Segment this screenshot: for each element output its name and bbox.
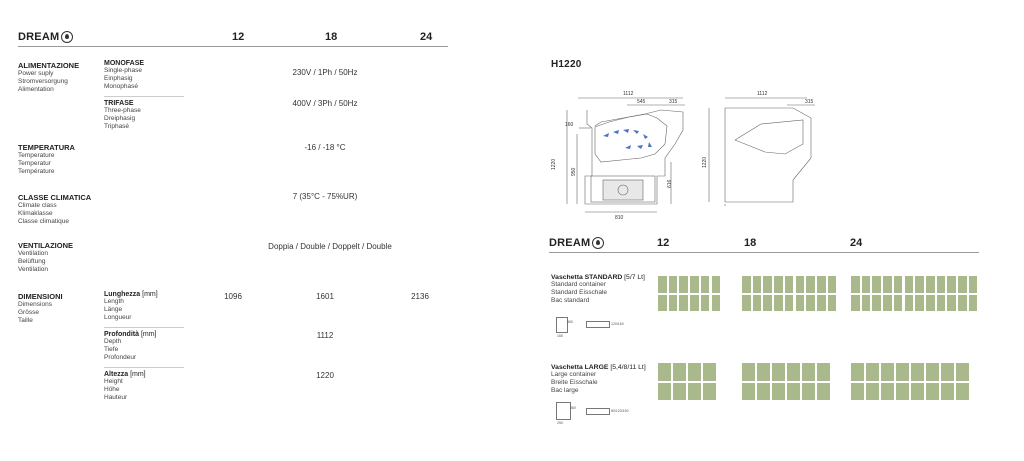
sub-line: Triphasé bbox=[104, 123, 130, 130]
standard-container-cell bbox=[827, 294, 838, 313]
standard-container-cell bbox=[752, 294, 763, 313]
standard-container-cell bbox=[711, 294, 722, 313]
unit: [mm] bbox=[140, 331, 157, 338]
unit: [5,4/8/11 Lt] bbox=[610, 364, 646, 371]
standard-container-cell bbox=[657, 275, 668, 294]
sub-title: Lunghezza bbox=[104, 291, 141, 298]
length-18: 1601 bbox=[316, 292, 334, 301]
section-sub: Alimentation bbox=[18, 86, 54, 93]
divider bbox=[104, 96, 184, 97]
section-title: TEMPERATURA bbox=[18, 143, 75, 152]
standard-container-cell bbox=[968, 294, 979, 313]
dim-label: 1220 bbox=[551, 158, 557, 170]
standard-container-cell bbox=[678, 294, 689, 313]
standard-container-cell bbox=[957, 275, 968, 294]
sub-line: Dreiphasig bbox=[104, 115, 136, 122]
standard-container-cell bbox=[925, 294, 936, 313]
dim-label: 1220 bbox=[702, 156, 708, 168]
section-title: DIMENSIONI bbox=[18, 292, 63, 301]
large-container-cell bbox=[687, 382, 702, 402]
large-container-cell bbox=[940, 382, 955, 402]
depth-block bbox=[104, 331, 157, 362]
height-value: 1220 bbox=[316, 371, 334, 380]
temperature-value: -16 / -18 °C bbox=[304, 143, 346, 152]
standard-container-cell bbox=[904, 294, 915, 313]
large-container-cell bbox=[786, 362, 801, 382]
large-container-cell bbox=[925, 382, 940, 402]
triphase-value: 400V / 3Ph / 50Hz bbox=[292, 99, 358, 108]
standard-container-cell bbox=[968, 275, 979, 294]
large-container-cell bbox=[925, 362, 940, 382]
dim-label: 360 bbox=[570, 406, 576, 410]
standard-container-cell bbox=[861, 294, 872, 313]
sub-line: Depth bbox=[104, 338, 122, 345]
monophase-value: 230V / 1Ph / 50Hz bbox=[292, 68, 358, 77]
length-24: 2136 bbox=[411, 292, 429, 301]
triphase-block bbox=[104, 100, 141, 131]
large-container-cell bbox=[672, 382, 687, 402]
container-side-view bbox=[586, 408, 610, 415]
standard-container-cell bbox=[762, 294, 773, 313]
sub-line: Einphasig bbox=[104, 75, 133, 82]
large-container-cell bbox=[955, 362, 970, 382]
dim-label: 165 bbox=[557, 334, 563, 338]
sub-title: TRIFASE bbox=[104, 100, 134, 107]
section-sub: Power suply bbox=[18, 70, 54, 77]
sub-line: Large container bbox=[551, 371, 597, 378]
standard-container-cell bbox=[946, 294, 957, 313]
length-block bbox=[104, 291, 158, 322]
section-sub: Ventilation bbox=[18, 266, 48, 273]
unit: [mm] bbox=[130, 371, 146, 378]
section-sub: Dimensions bbox=[18, 301, 52, 308]
standard-container-cell bbox=[700, 294, 711, 313]
dim-label: 545 bbox=[637, 99, 646, 105]
unit: [mm] bbox=[142, 291, 158, 298]
header-rule bbox=[549, 252, 979, 253]
ventilation-section bbox=[18, 241, 73, 274]
header-rule bbox=[18, 46, 448, 47]
col-24: 24 bbox=[850, 237, 863, 249]
container-title: Vaschetta STANDARD bbox=[551, 274, 623, 281]
standard-container-cell bbox=[741, 275, 752, 294]
container-title: Vaschetta LARGE bbox=[551, 364, 609, 371]
standard-container-cell bbox=[795, 275, 806, 294]
dimensions-section bbox=[18, 292, 63, 325]
sub-line: Bac standard bbox=[551, 297, 590, 304]
large-container-cell bbox=[865, 382, 880, 402]
brand-name: DREAM bbox=[18, 31, 60, 43]
large-container-cell bbox=[910, 362, 925, 382]
standard-container-cell bbox=[773, 275, 784, 294]
large-container-cell bbox=[741, 382, 756, 402]
large-container-cell bbox=[756, 382, 771, 402]
section-sub: Temperature bbox=[18, 152, 55, 159]
brand-logo-icon bbox=[592, 237, 604, 249]
large-container-cell bbox=[850, 382, 865, 402]
sub-title: Altezza bbox=[104, 371, 129, 378]
technical-drawing bbox=[545, 82, 835, 222]
ventilation-value: Doppia / Double / Doppelt / Double bbox=[268, 242, 392, 251]
sub-line: Three-phase bbox=[104, 107, 141, 114]
container-top-view bbox=[556, 402, 571, 420]
large-container-cell bbox=[771, 382, 786, 402]
section-sub: Belüftung bbox=[18, 258, 46, 265]
section-sub: Classe climatique bbox=[18, 218, 69, 225]
sub-line: Höhe bbox=[104, 386, 120, 393]
section-title: ALIMENTAZIONE bbox=[18, 61, 80, 70]
standard-container-cell bbox=[946, 275, 957, 294]
section-sub: Taille bbox=[18, 317, 33, 324]
dim-label: 1112 bbox=[757, 91, 768, 97]
standard-container-cell bbox=[657, 294, 668, 313]
standard-container-cell bbox=[827, 275, 838, 294]
unit: [5/7 Lt] bbox=[624, 274, 645, 281]
col-12: 12 bbox=[232, 31, 245, 43]
standard-container-cell bbox=[816, 275, 827, 294]
large-container-cell bbox=[895, 382, 910, 402]
standard-container-cell bbox=[689, 275, 700, 294]
section-sub: Stromversorgung bbox=[18, 78, 68, 85]
standard-container-cell bbox=[914, 275, 925, 294]
standard-container-cell bbox=[711, 275, 722, 294]
standard-container-cell bbox=[893, 275, 904, 294]
large-container-cell bbox=[880, 362, 895, 382]
airflow-arrows bbox=[603, 129, 652, 149]
sub-line: Länge bbox=[104, 306, 123, 313]
large-container-cell bbox=[801, 362, 816, 382]
standard-container-cell bbox=[678, 275, 689, 294]
standard-container-cell bbox=[871, 294, 882, 313]
climate-section bbox=[18, 193, 91, 226]
dim-label: 250 bbox=[557, 421, 563, 425]
standard-container-cell bbox=[914, 294, 925, 313]
standard-container-cell bbox=[882, 275, 893, 294]
sub-title: Profondità bbox=[104, 331, 139, 338]
sub-line: Standard container bbox=[551, 281, 606, 288]
col-12: 12 bbox=[657, 237, 670, 249]
sub-line: Monophasé bbox=[104, 83, 138, 90]
container-side-view bbox=[586, 321, 610, 328]
standard-container-cell bbox=[893, 294, 904, 313]
brand-logo-icon bbox=[61, 31, 73, 43]
col-18: 18 bbox=[325, 31, 338, 43]
large-container-cell bbox=[771, 362, 786, 382]
standard-container-cell bbox=[762, 275, 773, 294]
section-sub: Température bbox=[18, 168, 55, 175]
standard-container-cell bbox=[904, 275, 915, 294]
sub-line: Longueur bbox=[104, 314, 132, 321]
length-12: 1096 bbox=[224, 292, 242, 301]
dim-label: 950 bbox=[571, 167, 577, 176]
standard-container-cell bbox=[784, 294, 795, 313]
temperature-section bbox=[18, 143, 75, 176]
large-container-cell bbox=[910, 382, 925, 402]
large-container-cell bbox=[672, 362, 687, 382]
section-title: VENTILAZIONE bbox=[18, 241, 74, 250]
standard-container-cell bbox=[957, 294, 968, 313]
sub-line: Bac large bbox=[551, 387, 579, 394]
divider bbox=[104, 367, 184, 368]
large-container-cell bbox=[955, 382, 970, 402]
large-container-cell bbox=[702, 362, 717, 382]
dim-label: 160 bbox=[565, 122, 574, 128]
large-container-cell bbox=[741, 362, 756, 382]
large-container-cell bbox=[850, 362, 865, 382]
dim-label: 315 bbox=[669, 99, 678, 105]
large-container-cell bbox=[816, 382, 831, 402]
standard-container-cell bbox=[795, 294, 806, 313]
large-container-cell bbox=[895, 362, 910, 382]
dim-label: 120/160 bbox=[611, 322, 624, 326]
col-24: 24 bbox=[420, 31, 433, 43]
large-container-cell bbox=[786, 382, 801, 402]
section-sub: Ventilation bbox=[18, 250, 48, 257]
large-container-cell bbox=[880, 382, 895, 402]
sub-line: Length bbox=[104, 298, 124, 305]
depth-value: 1112 bbox=[316, 331, 334, 340]
sub-line: Breite Eisschale bbox=[551, 379, 598, 386]
standard-container-cell bbox=[773, 294, 784, 313]
section-title: CLASSE CLIMATICA bbox=[18, 193, 92, 202]
large-container-cell bbox=[940, 362, 955, 382]
large-container-cell bbox=[865, 362, 880, 382]
standard-container-cell bbox=[668, 275, 679, 294]
standard-container-cell bbox=[752, 275, 763, 294]
sub-line: Standard Eisschale bbox=[551, 289, 608, 296]
standard-container-cell bbox=[805, 294, 816, 313]
large-container-cell bbox=[657, 362, 672, 382]
climate-value: 7 (35°C - 75%UR) bbox=[292, 192, 358, 201]
standard-container-cell bbox=[784, 275, 795, 294]
standard-container-cell bbox=[850, 294, 861, 313]
standard-container-cell bbox=[936, 275, 947, 294]
standard-container-cell bbox=[925, 275, 936, 294]
standard-container-cell bbox=[882, 294, 893, 313]
dim-label: 80/120/150 bbox=[611, 409, 629, 413]
sub-title: MONOFASE bbox=[104, 60, 145, 67]
large-container-cell bbox=[801, 382, 816, 402]
divider bbox=[104, 327, 184, 328]
standard-container-cell bbox=[816, 294, 827, 313]
standard-container-cell bbox=[700, 275, 711, 294]
sub-line: Height bbox=[104, 378, 123, 385]
sub-line: Profondeur bbox=[104, 354, 137, 361]
sub-line: Hauteur bbox=[104, 394, 128, 401]
standard-container-cell bbox=[805, 275, 816, 294]
large-container-cell bbox=[657, 382, 672, 402]
large-container-cell bbox=[687, 362, 702, 382]
height-block bbox=[104, 371, 146, 402]
dim-label: 1112 bbox=[623, 91, 634, 97]
standard-container-cell bbox=[689, 294, 700, 313]
power-section bbox=[18, 61, 79, 94]
model-title: H1220 bbox=[551, 59, 582, 70]
standard-container-cell bbox=[668, 294, 679, 313]
dim-label: 616 bbox=[667, 179, 673, 188]
large-container-block bbox=[551, 364, 646, 395]
sub-line: Tiefe bbox=[104, 346, 119, 353]
monophase-block bbox=[104, 60, 144, 91]
sub-line: Single-phase bbox=[104, 67, 142, 74]
dim-label: 810 bbox=[615, 215, 624, 221]
standard-container-block bbox=[551, 274, 645, 305]
section-sub: Klimaklasse bbox=[18, 210, 53, 217]
brand-name-2: DREAM bbox=[549, 237, 591, 249]
col-18: 18 bbox=[744, 237, 757, 249]
large-container-cell bbox=[816, 362, 831, 382]
standard-container-cell bbox=[936, 294, 947, 313]
standard-container-cell bbox=[850, 275, 861, 294]
standard-container-cell bbox=[871, 275, 882, 294]
section-sub: Grösse bbox=[18, 309, 39, 316]
dim-label: 315 bbox=[805, 99, 814, 105]
section-sub: Temperatur bbox=[18, 160, 51, 167]
section-sub: Climate class bbox=[18, 202, 57, 209]
standard-container-cell bbox=[861, 275, 872, 294]
large-container-cell bbox=[756, 362, 771, 382]
large-container-cell bbox=[702, 382, 717, 402]
standard-container-cell bbox=[741, 294, 752, 313]
dim-label: 360 bbox=[567, 320, 573, 324]
